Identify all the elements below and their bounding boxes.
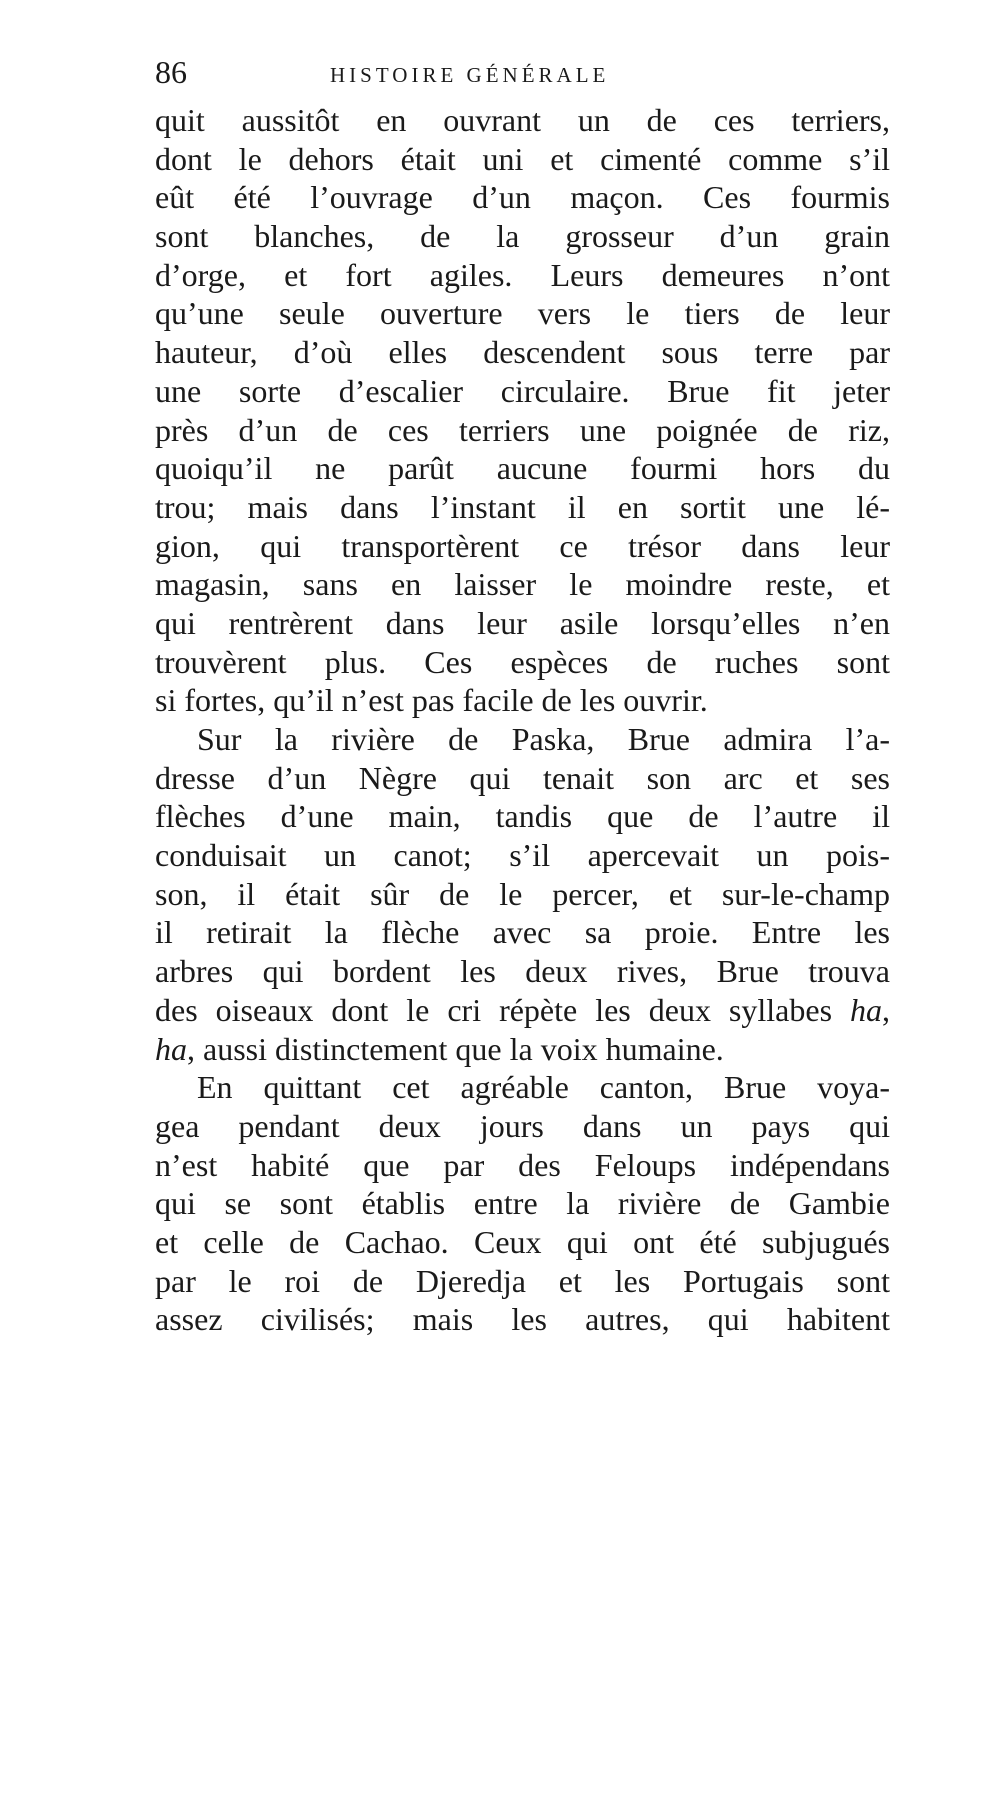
text-line-9: près d’un de ces terriers une poignée de riz, (155, 411, 890, 448)
text-line-8: une sorte d’escalier circulaire. Brue fit jeter (155, 372, 890, 409)
text-line-27: gea pendant deux jours dans un pays qui (155, 1107, 890, 1144)
text-line-14: qui rentrèrent dans leur asile lorsqu’elles n’en (155, 604, 890, 641)
text-line-15: trouvèrent plus. Ces espèces de ruches sont (155, 643, 890, 680)
text-line-21: son, il était sûr de le percer, et sur-le-champ (155, 875, 890, 912)
text-line-19: flèches d’une main, tandis que de l’autre il (155, 798, 890, 835)
body-text (155, 101, 890, 1339)
text-line-6: qu’une seule ouverture vers le tiers de leur (155, 295, 890, 332)
text-line-16: si fortes, qu’il n’est pas facile de les ouvrir. (155, 682, 708, 719)
text-line-2: dont le dehors était uni et cimenté comme s’il (155, 140, 890, 177)
text-line-23: arbres qui bordent les deux rives, Brue trouva (155, 953, 890, 990)
text-line-4: sont blanches, de la grosseur d’un grain (155, 218, 890, 255)
text-line-5: d’orge, et fort agiles. Leurs demeures n’ont (155, 256, 890, 293)
text-line-32: assez civilisés; mais les autres, qui habitent (155, 1301, 890, 1338)
text-line-31: par le roi de Djeredja et les Portugais sont (155, 1262, 890, 1299)
italic-ha-1: ha (850, 991, 882, 1028)
text-line-17: Sur la rivière de Paska, Brue admira l’a- (197, 721, 890, 757)
text-line-24-main: des oiseaux dont le cri répète les deux syllabes (155, 991, 833, 1028)
text-line-22: il retirait la flèche avec sa proie. Entre les (155, 914, 890, 951)
text-line-12: gion, qui transportèrent ce trésor dans leur (155, 527, 890, 564)
text-line-24: des oiseaux dont le cri répète les deux syllabes ha, (155, 991, 890, 1028)
text-line-10: quoiqu’il ne parût aucune fourmi hors du (155, 450, 890, 487)
text-line-28: n’est habité que par des Feloups indépendans (155, 1146, 890, 1183)
running-title: HISTOIRE GÉNÉRALE (330, 63, 610, 87)
italic-ha-2: ha (155, 1030, 187, 1067)
text-line-29: qui se sont établis entre la rivière de Gambie (155, 1185, 890, 1222)
text-line-18: dresse d’un Nègre qui tenait son arc et ses (155, 759, 890, 796)
text-line-13: magasin, sans en laisser le moindre reste, et (155, 566, 890, 603)
text-line-25-main: , aussi distinctement que la voix humaine. (187, 1030, 724, 1067)
page-number: 86 (155, 54, 187, 90)
text-line-1: quit aussitôt en ouvrant un de ces terriers, (155, 102, 890, 138)
text-line-30: et celle de Cachao. Ceux qui ont été subjugués (155, 1223, 890, 1260)
text-line-7: hauteur, d’où elles descendent sous terre par (155, 334, 890, 371)
text-line-3: eût été l’ouvrage d’un maçon. Ces fourmis (155, 179, 890, 216)
text-line-26: En quittant cet agréable canton, Brue voya- (197, 1069, 890, 1106)
text-line-11: trou; mais dans l’instant il en sortit une lé- (155, 488, 890, 525)
text-line-25 (155, 1030, 890, 1069)
text-line-20: conduisait un canot; s’il apercevait un pois- (155, 837, 890, 874)
running-head (155, 54, 890, 94)
